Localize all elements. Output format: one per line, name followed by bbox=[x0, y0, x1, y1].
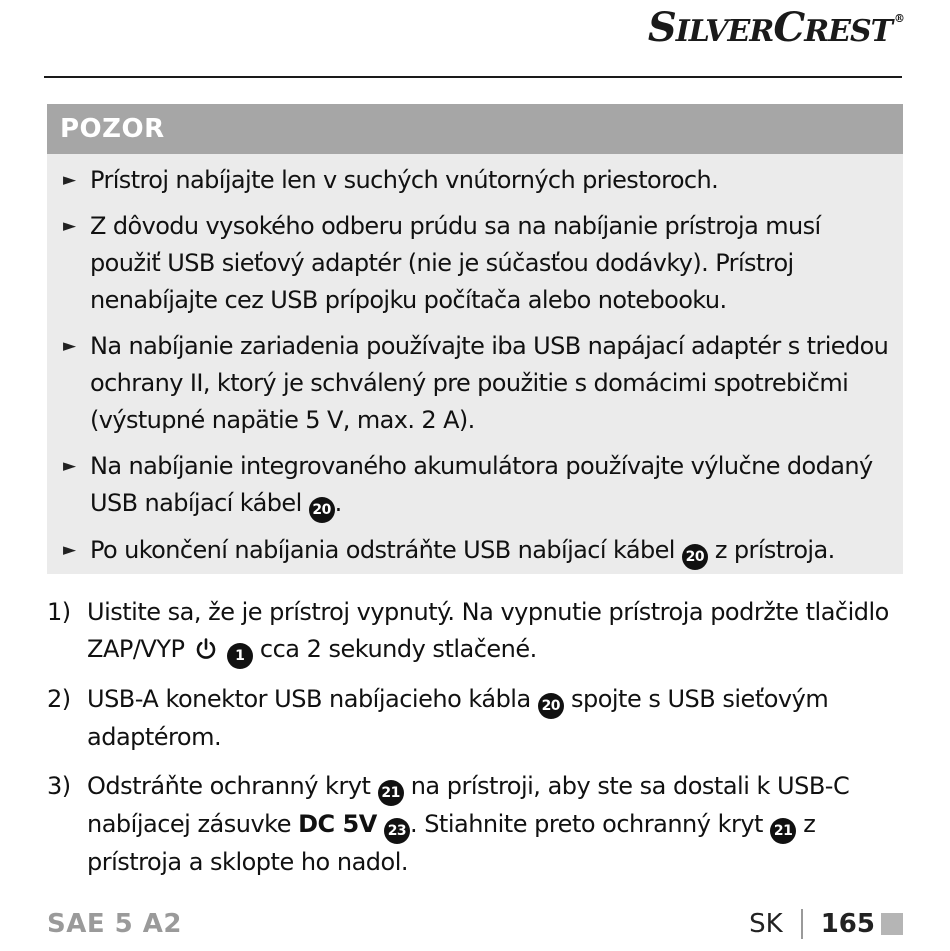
arrow-bullet-icon: ► bbox=[63, 540, 76, 560]
warning-title: POZOR bbox=[47, 104, 903, 154]
part-number-badge: 20 bbox=[682, 544, 708, 570]
warning-box bbox=[47, 104, 903, 574]
part-number-badge: 21 bbox=[378, 780, 404, 806]
step-text: spojte s USB sieťovým adaptérom. bbox=[87, 685, 829, 751]
warning-text: . bbox=[334, 489, 342, 517]
step-list bbox=[47, 594, 903, 893]
warning-text: Z dôvodu vysokého odberu prúdu sa na nabíjanie prístroja musí použiť USB sieťový adaptér (nie je súčasťou dodávky). Prístroj nenabíjajte cez USB prípojku počítača alebo notebooku. bbox=[90, 212, 821, 314]
step-text: USB-A konektor USB nabíjacieho kábla bbox=[87, 685, 531, 713]
power-icon bbox=[194, 637, 218, 661]
warning-item bbox=[47, 448, 903, 523]
step-item bbox=[47, 768, 903, 881]
step-number: 1) bbox=[47, 598, 71, 626]
step-text: z prístroja a sklopte ho nadol. bbox=[87, 810, 816, 876]
part-number-badge: 1 bbox=[227, 643, 253, 669]
step-number: 2) bbox=[47, 685, 71, 713]
warning-text: Na nabíjanie integrovaného akumulátora používajte výlučne dodaný USB nabíjací kábel bbox=[90, 452, 873, 517]
part-number-badge: 20 bbox=[309, 497, 335, 523]
warning-text: Po ukončení nabíjania odstráňte USB nabíjací kábel bbox=[90, 536, 675, 564]
warning-item bbox=[47, 328, 903, 439]
step-text: Uistite sa, že je prístroj vypnutý. Na vypnutie prístroja podržte tlačidlo ZAP/VYP bbox=[87, 598, 889, 663]
footer-divider bbox=[801, 909, 803, 939]
part-number-badge: 21 bbox=[770, 818, 796, 844]
footer-right bbox=[749, 909, 903, 939]
silvercrest-logo: SILVERCREST ® bbox=[647, 4, 904, 51]
warning-item bbox=[47, 532, 903, 570]
page-marker-square bbox=[881, 913, 903, 935]
socket-label: DC 5V bbox=[298, 810, 377, 838]
arrow-bullet-icon: ► bbox=[63, 336, 76, 356]
page-number: 165 bbox=[820, 909, 875, 939]
warning-item bbox=[47, 162, 903, 199]
arrow-bullet-icon: ► bbox=[63, 216, 76, 236]
warning-text: Na nabíjanie zariadenia používajte iba USB napájací adaptér s triedou ochrany II, ktorý je schválený pre použitie s domácimi spotrebičmi (výstupné napätie 5 V, max. 2 A). bbox=[90, 332, 889, 434]
warning-list bbox=[47, 154, 903, 570]
page-footer bbox=[47, 905, 903, 945]
part-number-badge: 20 bbox=[538, 693, 564, 719]
step-item bbox=[47, 594, 903, 669]
arrow-bullet-icon: ► bbox=[63, 456, 76, 476]
step-text: cca 2 sekundy stlačené. bbox=[259, 635, 537, 663]
model-number: SAE 5 A2 bbox=[47, 909, 183, 939]
warning-text: Prístroj nabíjajte len v suchých vnútorných priestoroch. bbox=[90, 166, 719, 194]
warning-item bbox=[47, 208, 903, 319]
step-text: Odstráňte ochranný kryt bbox=[87, 772, 371, 800]
step-item bbox=[47, 681, 903, 756]
warning-text: z prístroja. bbox=[714, 536, 835, 564]
step-number: 3) bbox=[47, 772, 71, 800]
step-text: na prístroji, aby ste sa dostali k USB-C nabíjacej zásuvke bbox=[87, 772, 850, 838]
header-rule bbox=[44, 76, 902, 78]
part-number-badge: 23 bbox=[384, 818, 410, 844]
step-text: . Stiahnite preto ochranný kryt bbox=[409, 810, 763, 838]
language-code: SK bbox=[749, 909, 783, 939]
arrow-bullet-icon: ► bbox=[63, 170, 76, 190]
